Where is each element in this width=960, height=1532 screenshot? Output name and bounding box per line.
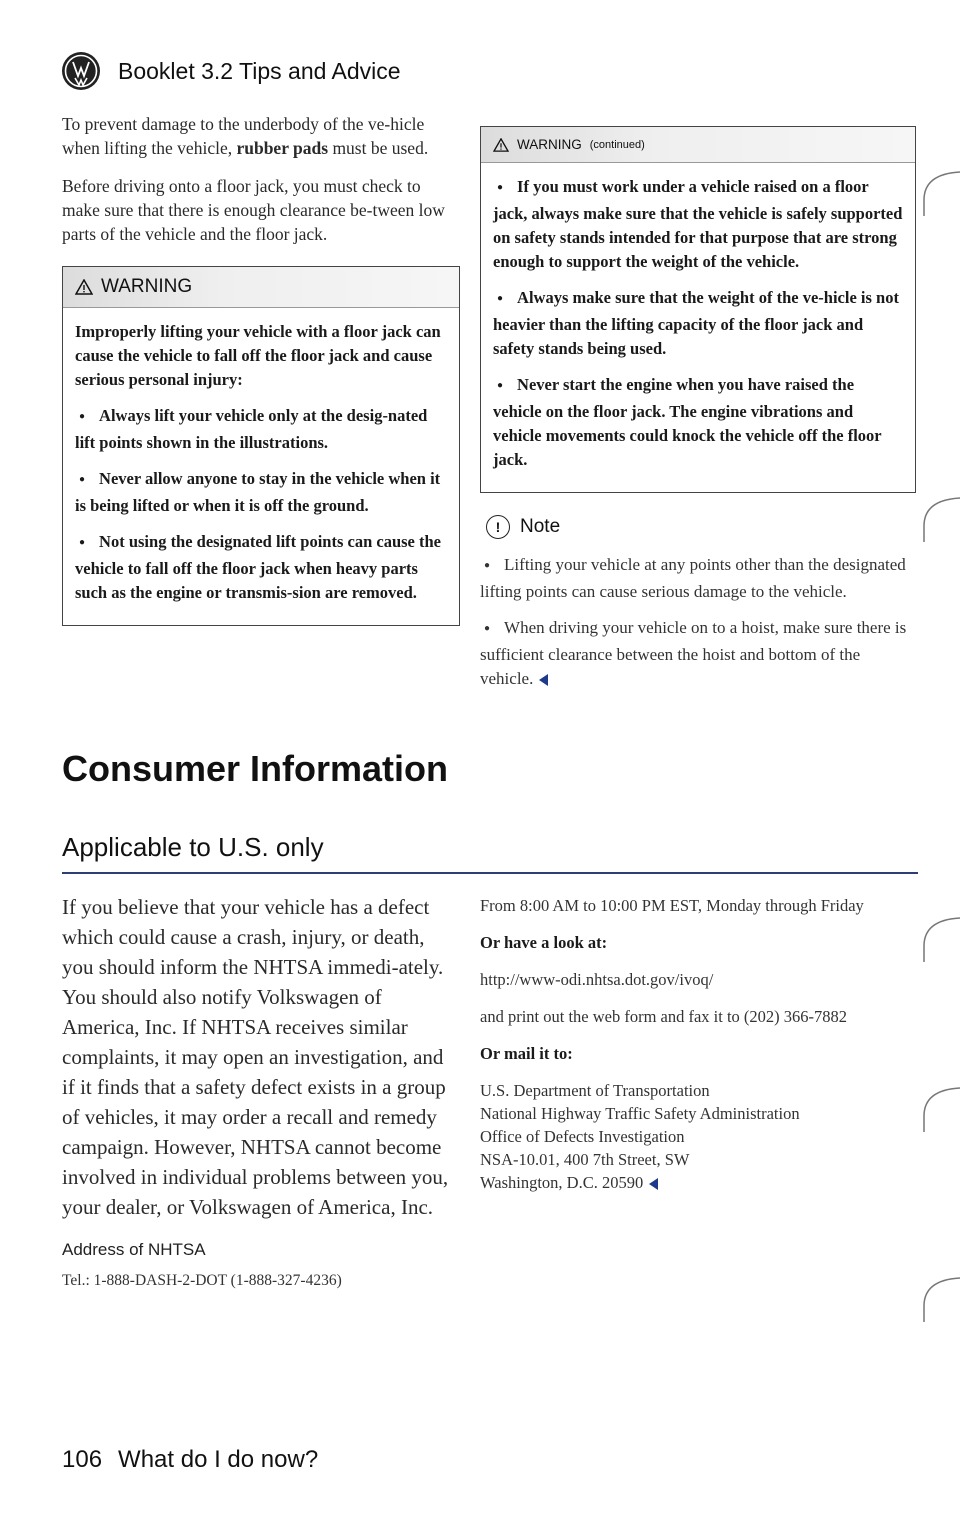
edge-tab-icon: [914, 496, 960, 542]
print-instructions: and print out the web form and fax it to (202) 366-7882: [480, 1007, 848, 1026]
look-label: Or have a look at:: [480, 933, 608, 952]
warning-bullet: ● Never allow anyone to stay in the vehicle when it is being lifted or when it is off the ground.: [75, 467, 447, 518]
vw-logo-icon: [62, 52, 100, 90]
telephone-number: Tel.: 1-888-DASH-2-DOT (1-888-327-4236): [62, 1272, 342, 1289]
mailing-address: [480, 1079, 916, 1194]
note-header: [486, 515, 916, 539]
right-column-top: [480, 126, 916, 703]
section-title: Consumer Information: [62, 748, 449, 789]
intro-column: [62, 112, 460, 626]
warning-triangle-icon: [493, 138, 509, 152]
warning-bullet: ● Always make sure that the weight of the ve-hicle is not heavier than the lifting capacity of the floor jack and safety stands being used.: [493, 286, 903, 361]
edge-tab-icon: [914, 1276, 960, 1322]
note-info-icon: !: [486, 515, 510, 539]
warning-continued-box: [480, 126, 916, 493]
warning-bullet: ● Not using the designated lift points can cause the vehicle to fall off the floor jack when heavy parts such as the engine or transmis-sion are removed.: [75, 530, 447, 605]
address-line: Washington, D.C. 20590: [480, 1171, 916, 1194]
page-footer: [62, 1446, 318, 1474]
edge-tab-icon: [914, 170, 960, 216]
contact-column: [480, 894, 916, 1194]
warning-continued-title: WARNING: [517, 137, 582, 152]
contact-hours: From 8:00 AM to 10:00 PM EST, Monday through Friday: [480, 896, 864, 915]
warning-header: [63, 267, 459, 308]
warning-continued-label: (continued): [589, 138, 645, 151]
warning-triangle-icon: [75, 279, 93, 295]
warning-bullet: ● Never start the engine when you have raised the vehicle on the floor jack. The engine vibrations and vehicle movements could knock the vehicle off the floor jack.: [493, 373, 903, 472]
header-title: Booklet 3.2 Tips and Advice: [118, 57, 401, 84]
footer-section: What do I do now?: [118, 1446, 319, 1473]
end-marker-icon: [649, 1178, 658, 1190]
intro-paragraph-2: Before driving onto a floor jack, you must check to make sure that there is enough clearance be-tween low parts of the vehicle and the floor jack.: [62, 176, 445, 244]
address-line: NSA-10.01, 400 7th Street, SW: [480, 1150, 690, 1169]
section-subtitle: Applicable to U.S. only: [62, 832, 324, 862]
page-number: 106: [62, 1446, 103, 1473]
warning-title: WARNING: [101, 276, 193, 297]
warning-intro: Improperly lifting your vehicle with a floor jack can cause the vehicle to fall off the floor jack and cause serious personal injury:: [75, 322, 441, 389]
warning-body: [63, 308, 459, 625]
consumer-paragraph: If you believe that your vehicle has a defect which could cause a crash, injury, or death, you should inform the NHTSA immedi-ately. You should also notify Volkswagen of America, Inc. If NHTSA receives similar complaints, it may open an investigation, and if it finds that a safety defect exists in a group of vehicles, it may order a recall and remedy campaign. However, NHTSA cannot become involved in individual problems between you, your dealer, or Volkswagen of America, Inc.: [62, 895, 449, 1219]
warning-box: [62, 266, 460, 626]
note-bullet: ● When driving your vehicle on to a hoist, make sure there is sufficient clearance between the hoist and bottom of the vehicle.: [480, 616, 916, 691]
end-marker-icon: [539, 674, 548, 686]
note-title: Note: [520, 516, 561, 537]
warning-bullet: ● Always lift your vehicle only at the desig-nated lift points shown in the illustrations.: [75, 404, 447, 455]
contact-url[interactable]: http://www-odi.nhtsa.dot.gov/ivoq/: [480, 970, 714, 989]
section-rule: [62, 872, 918, 874]
intro-paragraph-1: To prevent damage to the underbody of the ve-hicle when lifting the vehicle, rubber pads must be used.: [62, 114, 429, 158]
address-heading: Address of NHTSA: [62, 1240, 206, 1259]
mail-label: Or mail it to:: [480, 1044, 573, 1063]
edge-tab-icon: [914, 1086, 960, 1132]
address-line: Office of Defects Investigation: [480, 1127, 685, 1146]
consumer-column: [62, 892, 460, 1290]
note-body: [480, 553, 916, 691]
edge-tab-icon: [914, 916, 960, 962]
note-bullet: ● Lifting your vehicle at any points other than the designated lifting points can cause serious damage to the vehicle.: [480, 553, 916, 604]
page-header: [62, 52, 401, 90]
address-line: U.S. Department of Transportation: [480, 1081, 710, 1100]
warning-bullet: ● If you must work under a vehicle raised on a floor jack, always make sure that the vehicle is safely supported on safety stands intended for that purpose that are strong enough to support the weight of the vehicle.: [493, 175, 903, 274]
warning-continued-body: [481, 163, 915, 492]
warning-continued-header: [481, 127, 915, 163]
address-line: National Highway Traffic Safety Administration: [480, 1104, 800, 1123]
